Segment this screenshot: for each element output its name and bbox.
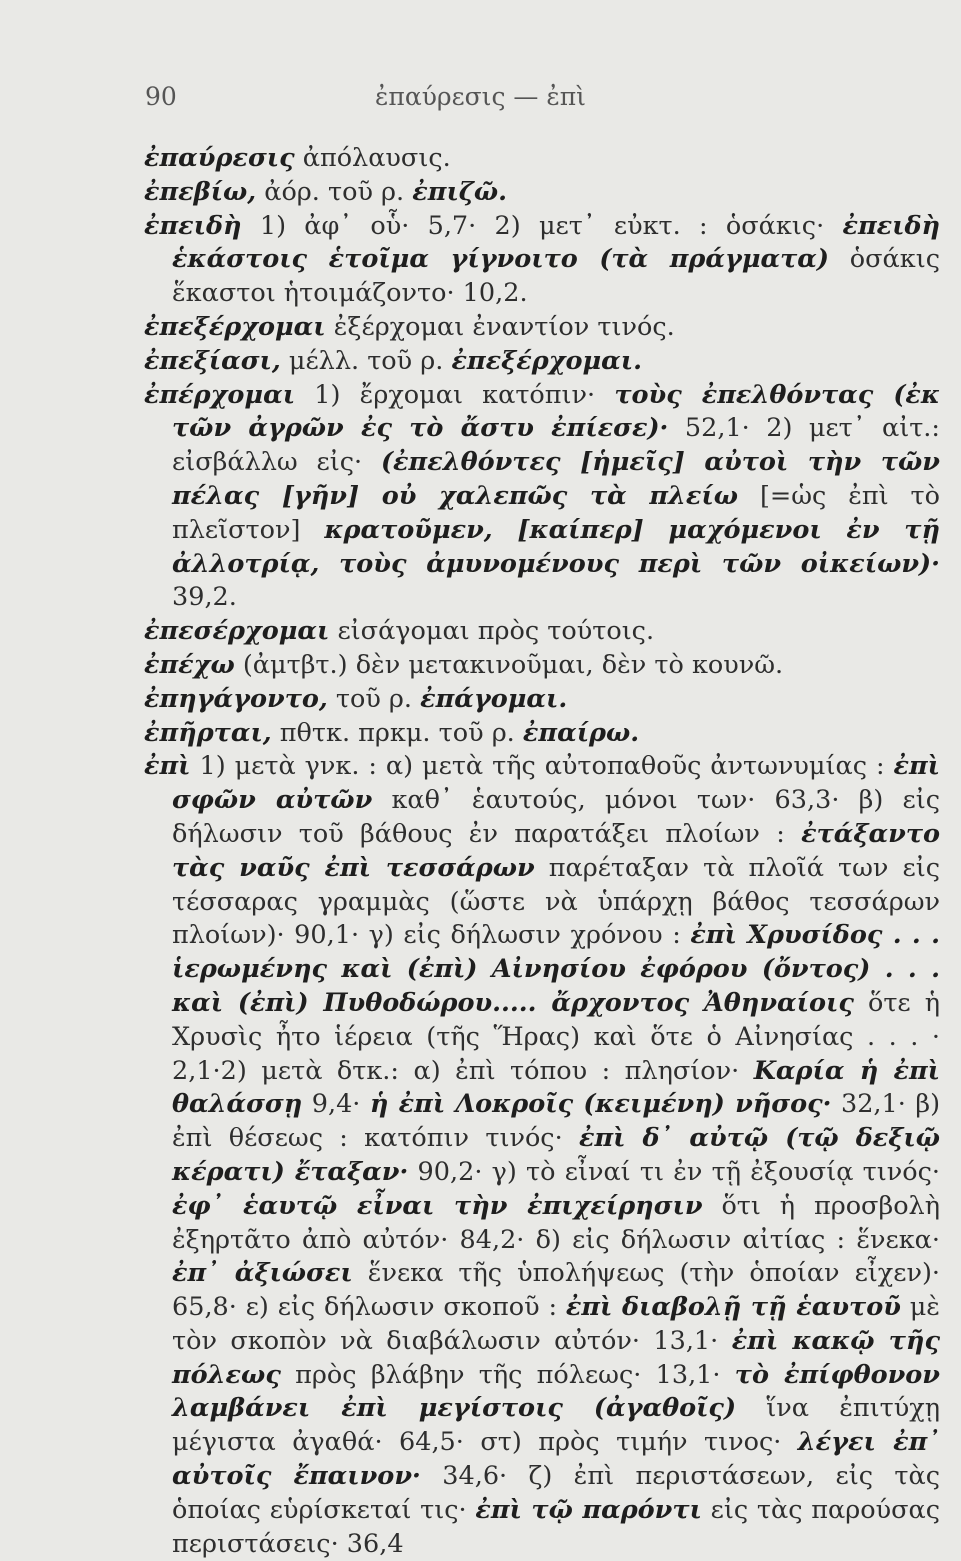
entry-epauresis	[144, 142, 940, 176]
entry-eperta	[144, 717, 940, 751]
quotation: ἐφ᾽ ἑαυτῷ εἶναι τὴν ἐπιχείρησιν	[172, 1190, 703, 1221]
quotation: ἐπὶ δ᾽ αὐτῷ (τῷ δεξιῷ κέρατι) ἔταξαν·	[172, 1123, 940, 1187]
quotation: ἐπὶ Χρυσίδος . . . ἱερωμένης καὶ (ἐπὶ) Αἰνησίου ἐφόρου (ὄντος) . . . καὶ (ἐπὶ) Πυθοδώρου..... ἄρχοντος Ἀθηναίοις	[172, 920, 940, 1018]
quotation: τοὺς ἐπελθόντας (ἐκ τῶν ἀγρῶν ἐς τὸ ἄστυ ἐπίεσε)·	[172, 379, 941, 444]
definition: πρὸς βλάβην τῆς πόλεως· 13,1·	[295, 1359, 721, 1390]
running-header	[0, 82, 961, 122]
lemma: ἐπειδὴ	[144, 210, 242, 241]
definition: ἀπόλαυσις.	[302, 143, 451, 173]
definition: ἐξέρχομαι ἐναντίον τινός.	[333, 311, 675, 342]
entry-eperchomai	[144, 379, 940, 616]
entry-epeide	[144, 210, 940, 311]
lemma: ἐπέρχομαι	[144, 379, 296, 410]
quotation: ἐπὶ τῷ παρόντι	[475, 1494, 702, 1525]
reference: 39,2.	[172, 582, 237, 613]
definition: μέλλ. τοῦ ρ.	[288, 345, 444, 376]
definition: ὅτε ἡ Χρυσὶς ἦτο ἱέρεια (τῆς Ἥρας) καὶ ὅτε ὁ Αἰνησίας . . . · 2,1·2) μετὰ δτκ.: α) ἐπὶ τόπου : πλησίον·	[172, 987, 940, 1086]
lemma: ἐπηγάγοντο,	[144, 683, 328, 714]
entry-epebio	[144, 176, 940, 210]
definition: τοῦ ρ.	[335, 683, 413, 714]
definition: καθ᾽ ἑαυτούς, μόνοι των· 63,3· β) εἰς δήλωσιν τοῦ βάθους ἐν παρατάξει πλοίων :	[172, 785, 941, 849]
definition: 90,2· γ) τὸ εἶναί τι ἐν τῇ ἐξουσίᾳ τινός·	[417, 1156, 940, 1187]
quotation: ἐπ᾽ ἀξιώσει	[172, 1258, 353, 1289]
quotation: ἡ ἐπὶ Λοκροῖς (κειμένη) νῆσος·	[369, 1089, 832, 1120]
quotation: Καρία ἡ ἐπὶ θαλάσσῃ	[172, 1055, 940, 1120]
reference: 9,4·	[311, 1089, 361, 1120]
definition: 1) μετὰ γνκ. : α) μετὰ τῆς αὐτοπαθοῦς ἀντωνυμίας :	[199, 751, 885, 782]
lemma: ἐπεξίασι,	[144, 345, 281, 376]
cross-reference: ἐπεξέρχομαι.	[451, 345, 642, 376]
quotation: ἐπειδὴ ἑκάστοις ἑτοῖμα γίγνοιτο (τὰ πράγματα)	[172, 210, 941, 275]
cross-reference: ἐπαίρω.	[522, 717, 640, 748]
definition: 34,6· ζ) ἐπὶ περιστάσεων, εἰς τὰς ὁποίας εὑρίσκεταί τις·	[172, 1461, 940, 1525]
entry-episerchomai	[144, 615, 940, 649]
definition: ἵνα ἐπιτύχῃ μέγιστα ἀγαθά· 64,5· στ) πρὸς τιμήν τινος·	[172, 1393, 940, 1458]
lemma: ἐπεξέρχομαι	[144, 311, 326, 342]
quotation: τὸ ἐπίφθονον λαμβάνει ἐπὶ μεγίστοις (ἀγαθοῖς)	[172, 1359, 940, 1424]
cross-reference: ἐπιζῶ.	[412, 176, 508, 207]
definition: 1) ἀφ᾽ οὗ· 5,7· 2) μετ᾽ εὐκτ. : ὁσάκις·	[259, 210, 825, 241]
lemma: ἐπαύρεσις	[144, 143, 295, 173]
definition: εἰσάγομαι πρὸς τούτοις.	[337, 616, 655, 647]
definition: εἰς τὰς παρούσας περιστάσεις· 36,4	[172, 1494, 941, 1559]
lemma: ἐπέχω	[144, 649, 235, 680]
definition: ὅτι ἡ προσβολὴ ἐξηρτᾶτο ἀπὸ αὐτόν· 84,2· δ) εἰς δήλωσιν αἰτίας : ἕνεκα·	[172, 1190, 940, 1255]
quotation: ἐπὶ σφῶν αὐτῶν	[172, 751, 940, 816]
definition: ἀόρ. τοῦ ρ.	[264, 176, 405, 207]
quotation: κρατοῦμεν, [καίπερ] μαχόμενοι ἐν τῇ ἀλλοτρίᾳ, τοὺς ἀμυνομένους περὶ τῶν οἰκείων)·	[172, 514, 940, 579]
definition: 52,1· 2) μετ᾽ αἰτ.: εἰσβάλλω εἰς·	[172, 413, 940, 478]
page-number: 90	[145, 82, 177, 111]
lemma: ἐπεσέρχομαι	[144, 616, 330, 647]
dictionary-body	[144, 142, 940, 1561]
definition: μὲ τὸν σκοπὸν νὰ διαβάλωσιν αὐτόν· 13,1·	[172, 1292, 940, 1356]
definition: (ἀμτβτ.) δὲν μετακινοῦμαι, δὲν τὸ κουνῶ.	[242, 649, 784, 680]
entry-epecho	[144, 649, 940, 683]
cross-reference: ἐπάγομαι.	[420, 683, 568, 714]
entry-epi	[144, 750, 940, 1561]
gloss: [=ὡς ἐπὶ τὸ πλεῖστον]	[172, 480, 940, 545]
entry-epexiasi	[144, 345, 940, 379]
lemma: ἐπῆρται,	[144, 717, 272, 748]
quotation: (ἐπελθόντες [ἡμεῖς] αὐτοὶ τὴν τῶν πέλας [γῆν] οὐ χαλεπῶς τὰ πλείω	[172, 447, 940, 511]
quotation: ἐπὶ διαβολῇ τῇ ἑαυτοῦ	[565, 1292, 901, 1323]
lemma: ἐπεβίω,	[144, 176, 257, 207]
entry-epegagonto	[144, 683, 940, 717]
quotation: λέγει ἐπ᾽ αὐτοῖς ἔπαινον·	[172, 1427, 940, 1492]
quotation: ἐπὶ κακῷ τῆς πόλεως	[172, 1325, 940, 1390]
definition: πθτκ. πρκμ. τοῦ ρ.	[279, 717, 515, 748]
quotation: ἐτάξαντο τὰς ναῦς ἐπὶ τεσσάρων	[172, 818, 941, 883]
running-title: ἐπαύρεσις — ἐπὶ	[375, 82, 586, 111]
definition: 1) ἔρχομαι κατόπιν·	[314, 379, 596, 410]
definition: ὁσάκις ἕκαστοι ἡτοιμάζοντο· 10,2.	[172, 244, 940, 309]
definition: ἕνεκα τῆς ὑπολήψεως (τὴν ὁποίαν εἶχεν)· 65,8· ε) εἰς δήλωσιν σκοποῦ :	[172, 1258, 941, 1323]
lemma: ἐπὶ	[144, 751, 191, 782]
definition: παρέταξαν τὰ πλοῖά των εἰς τέσσαρας γραμμὰς (ὥστε νὰ ὑπάρχῃ βάθος τεσσάρων πλοίων)· 90,1· γ) εἰς δήλωσιν χρόνου :	[172, 852, 940, 951]
definition: 32,1· β) ἐπὶ θέσεως : κατόπιν τινός·	[172, 1089, 941, 1154]
entry-epexerchomai	[144, 311, 940, 345]
